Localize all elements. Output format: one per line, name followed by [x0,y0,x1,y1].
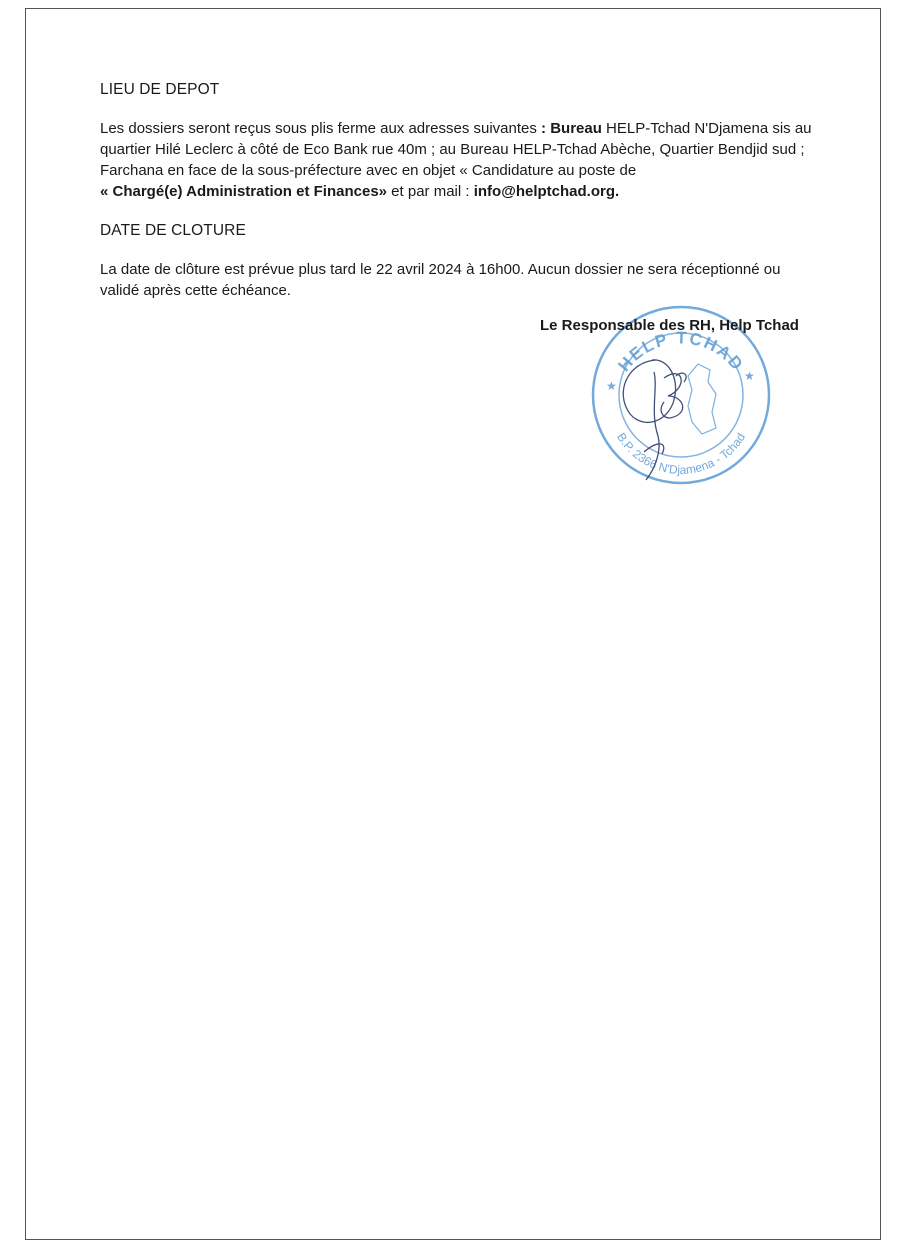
svg-text:★: ★ [744,369,755,383]
svg-text:★: ★ [606,379,617,393]
cloture-heading: DATE DE CLOTURE [100,222,246,239]
bureau-label: : Bureau [541,120,602,137]
depot-address: HELP-Tchad N'Djamena sis au quartier Hilé Leclerc à côté de Eco Bank rue 40m ; au Bureau HELP-Tchad Abèche, Quartier Bendjid sud ; Farchana en face de la sous-préfecture avec en objet « Candidature au poste de [100,120,812,179]
svg-text:B.P. 2366 N'Djamena - Tchad: B.P. 2366 N'Djamena - Tchad [613,430,749,477]
depot-heading: LIEU DE DEPOT [100,81,220,98]
signature-title: Le Responsable des RH, Help Tchad [540,317,799,334]
depot-paragraph [100,118,820,202]
position-title: « Chargé(e) Administration et Finances» [100,183,388,200]
mail-text: et par mail : [387,183,474,200]
svg-text:HELP TCHAD: HELP TCHAD [614,328,748,376]
cloture-paragraph: La date de clôture est prévue plus tard le 22 avril 2024 à 16h00. Aucun dossier ne sera réceptionné ou validé après cette échéance. [100,261,781,299]
contact-email: info@helptchad.org. [473,183,620,200]
depot-intro: Les dossiers seront reçus sous plis ferme aux adresses suivantes [100,120,542,137]
